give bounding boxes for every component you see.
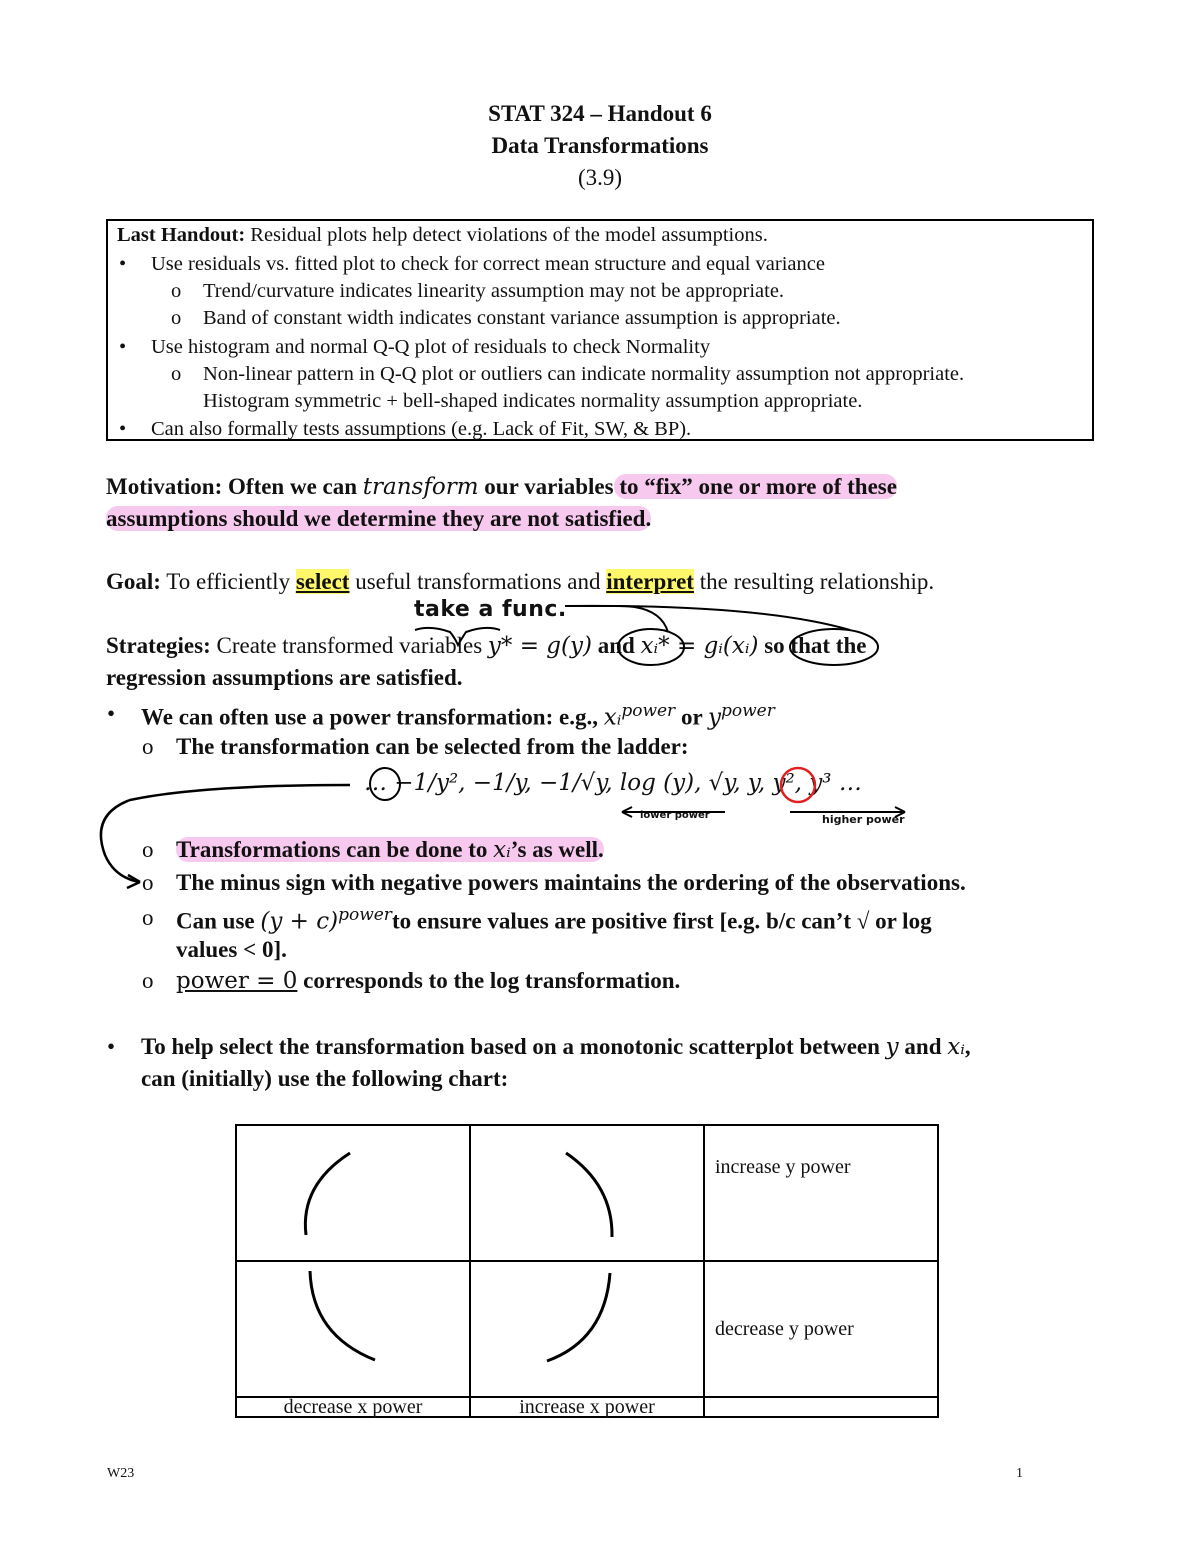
shift-constant-item-cont: values < 0]. xyxy=(176,937,287,962)
highlight-y-circle xyxy=(781,768,815,802)
increase-y-label: increase y power xyxy=(715,1156,851,1178)
list-item: • Can also formally tests assumptions (e.g. Lack of Fit, SW, & BP). xyxy=(151,416,691,443)
power-bullet: • We can often use a power transformation: e.g., xᵢ$^{power}$ or $y^{power}$ xyxy=(107,701,775,731)
curve-up-left xyxy=(305,1153,350,1235)
circle-gy xyxy=(618,629,684,665)
transform-x-item: o Transformations can be done to xᵢ’s as well. xyxy=(142,837,604,863)
curve-down-right xyxy=(547,1273,610,1361)
ladder-of-powers: … −1/y², −1/y, −1/√y, log (y), √y, y, y², y³ … xyxy=(364,770,862,796)
lower-power-note: lower power xyxy=(640,810,710,821)
motivation-line-2: assumptions should we determine they are not satisfied. xyxy=(106,506,652,531)
curve-up-right xyxy=(566,1153,612,1237)
ladder-intro: o The transformation can be selected from the ladder: xyxy=(142,734,689,759)
list-item: o Band of constant width indicates constant variance assumption is appropriate. xyxy=(203,305,841,332)
note-arrow-2 xyxy=(565,606,850,630)
strategies-line-1: Strategies: Create transformed variables y* = g(y) and xᵢ* = gᵢ(xᵢ) so that the xyxy=(106,633,867,659)
log-item: o power = 0 corresponds to the log transformation. xyxy=(142,968,681,994)
circle-gixi xyxy=(790,629,878,665)
list-item: o Trend/curvature indicates linearity assumption may not be appropriate. xyxy=(203,278,784,305)
higher-power-note: higher power xyxy=(822,813,905,826)
shift-constant-item: o Can use $(y + c)^{power}to$ ensure values are positive first [e.g. b/c can’t √ or log xyxy=(142,905,932,935)
handout-title: STAT 324 – Handout 6 xyxy=(488,101,712,126)
ladder-to-minus-arrow xyxy=(101,785,350,882)
last-handout-intro: Last Handout: Residual plots help detect violations of the model assumptions. xyxy=(117,224,768,246)
increase-x-label: increase x power xyxy=(470,1397,704,1417)
decrease-y-label: decrease y power xyxy=(715,1318,854,1340)
ladder-start-circle xyxy=(370,768,400,800)
page-number: 1 xyxy=(1016,1466,1023,1481)
list-item: • Use residuals vs. fitted plot to check for correct mean structure and equal variance xyxy=(151,251,825,278)
chart-bullet: • To help select the transformation based on a monotonic scatterplot between y and xᵢ, xyxy=(107,1034,971,1060)
goal-line: Goal: To efficiently select useful transformations and interpret the resulting relationship. xyxy=(106,569,935,594)
list-item: Histogram symmetric + bell-shaped indicates normality assumption appropriate. xyxy=(203,390,863,412)
motivation-line-1: Motivation: Often we can transform our variables to “fix” one or more of these xyxy=(106,474,897,500)
section-number: (3.9) xyxy=(577,165,623,190)
minus-sign-item: o The minus sign with negative powers maintains the ordering of the observations. xyxy=(142,870,966,895)
curve-down-left xyxy=(310,1271,375,1360)
list-item: • Use histogram and normal Q-Q plot of residuals to check Normality xyxy=(151,334,710,361)
handout-subtitle: Data Transformations xyxy=(491,133,709,158)
strategies-line-2: regression assumptions are satisfied. xyxy=(106,665,463,690)
decrease-x-label: decrease x power xyxy=(236,1397,470,1417)
list-item: o Non-linear pattern in Q-Q plot or outliers can indicate normality assumption not appropriate. xyxy=(203,361,964,388)
footer-term: W23 xyxy=(107,1466,135,1481)
take-func-note: take a func. xyxy=(414,597,567,622)
chart-bullet-cont: can (initially) use the following chart: xyxy=(141,1066,509,1091)
brace-mark xyxy=(415,628,500,645)
